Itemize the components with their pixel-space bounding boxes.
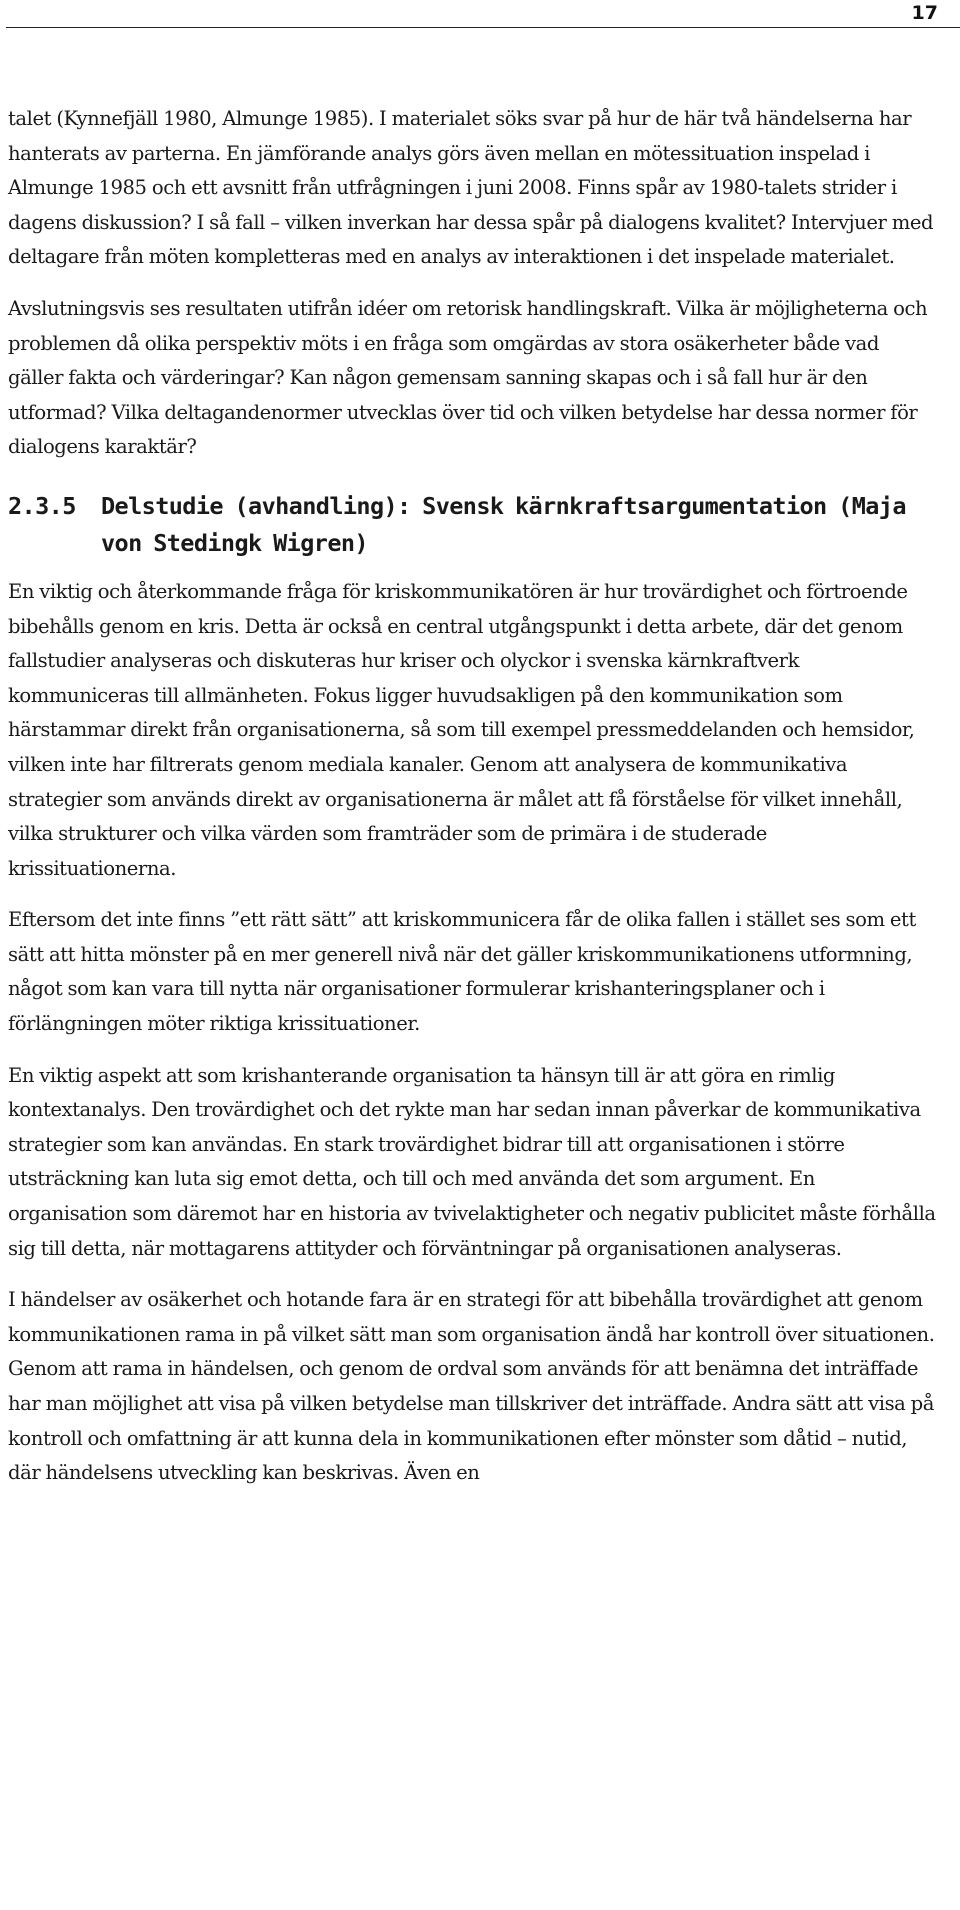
body-paragraph: talet (Kynnefjäll 1980, Almunge 1985). I materialet söks svar på hur de här två händelserna har hanterats av parterna. En jämförande analys görs även mellan en mötessituation inspelad i Almunge 1985 och ett avsnitt från utfrågningen i juni 2008. Finns spår av 1980-talets strider i dagens diskussion? I så fall – vilken inverkan har dessa spår på dialogens kvalitet? Intervjuer med deltagare från möten kompletteras med en analys av interaktionen i det inspelade materialet. — [8, 107, 934, 269]
page-header — [0, 0, 960, 30]
body-paragraph: Avslutningsvis ses resultaten utifrån idéer om retorisk handlingskraft. Vilka är möjligheterna och problemen då olika perspektiv möts i en fråga som omgärdas av stora osäkerheter både vad gäller fakta och värderingar? Kan någon gemensam sanning skapas och i så fall hur är den utformad? Vilka deltagandenormer utvecklas över tid och vilken betydelse har dessa normer för dialogens karaktär? — [8, 296, 928, 459]
body-paragraph: I händelser av osäkerhet och hotande fara är en strategi för att bibehålla trovärdighet att genom kommunikationen rama in på vilket sätt man som organisation ändå har kontroll över situationen. Genom att rama in händelsen, och genom de ordval som används för att benämna det inträffade har man möjlighet att visa på vilken betydelse man tillskriver det inträffade. Andra sätt att visa på kontroll och omfattning är att kunna dela in kommunikationen efter mönster som dåtid – nutid, där händelsens utveckling kan beskrivas. Även en — [8, 1288, 935, 1485]
section-heading — [8, 488, 938, 562]
section-number: 2.3.5 — [8, 491, 76, 520]
body-paragraph: En viktig aspekt att som krishanterande organisation ta hänsyn till är att göra en rimlig kontextanalys. Den trovärdighet och det rykte man har sedan innan påverkar de kommunikativa strategier som kan användas. En stark trovärdighet bidrar till att organisationen i större utsträckning kan luta sig emot detta, och till och med använda det som argument. En organisation som däremot har en historia av tvivelaktigheter och negativ publicitet måste förhålla sig till detta, när mottagarens attityder och förväntningar på organisationen analyseras. — [8, 1063, 936, 1260]
body-paragraph: En viktig och återkommande fråga för kriskommunikatören är hur trovärdighet och förtroende bibehålls genom en kris. Detta är också en central utgångspunkt i detta arbete, där det genom fallstudier analyseras och diskuteras hur kriser och olyckor i svenska kärnkraftverk kommuniceras till allmänheten. Fokus ligger huvudsakligen på den kommunikation som härstammar direkt från organisationerna, så som till exempel pressmeddelanden och hemsidor, vilken inte har filtrerats genom mediala kanaler. Genom att analysera de kommunikativa strategier som används direkt av organisationerna är målet att få förståelse för vilket innehåll, vilka strukturer och vilka värden som framträder som de primära i de studerade krissituationerna. — [8, 579, 915, 880]
page-number: 17 — [911, 2, 938, 24]
header-rule — [6, 27, 960, 28]
body-paragraph: Eftersom det inte finns ”ett rätt sätt” att kriskommunicera får de olika fallen i stället ses som ett sätt att hitta mönster på en mer generell nivå när det gäller kriskommunikationens utformning, något som kan vara till nytta när organisationer formulerar krishanteringsplaner och i förlängningen möter riktiga krissituationer. — [8, 908, 916, 1036]
section-title: Delstudie (avhandling): Svensk kärnkraftsargumentation (Maja von Stedingk Wigren) — [101, 491, 906, 557]
page-body — [8, 102, 938, 1491]
